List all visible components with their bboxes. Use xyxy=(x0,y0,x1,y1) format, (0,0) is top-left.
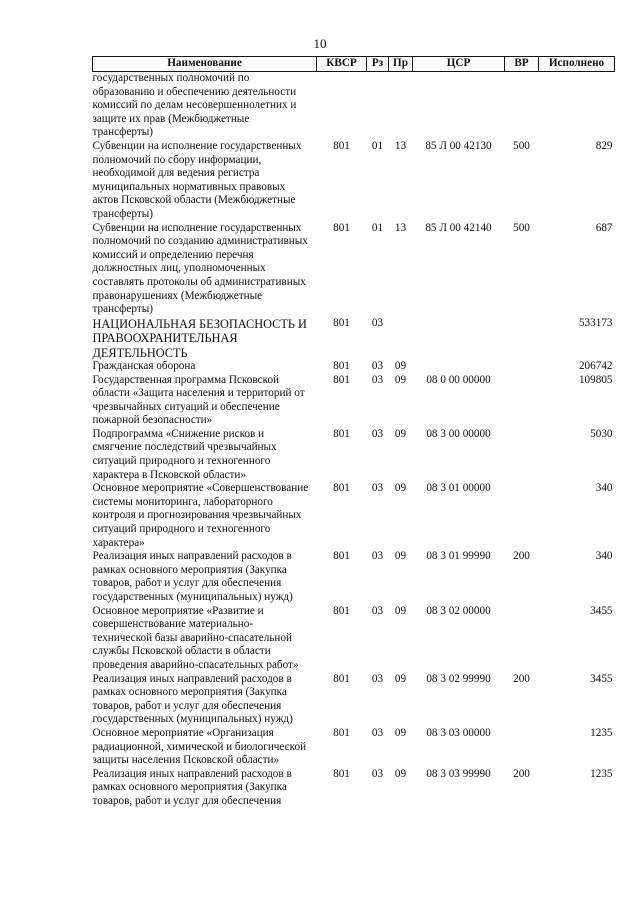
table-row xyxy=(93,140,615,222)
cell-rz: 01 xyxy=(371,139,384,152)
cell-csr: 08 3 02 99990 xyxy=(426,672,491,685)
cell-vr xyxy=(505,374,539,428)
cell-pr: 09 xyxy=(394,373,407,386)
cell-csr: 85 Л 00 42130 xyxy=(425,139,492,152)
cell-rz: 03 xyxy=(371,604,384,617)
cell-kvsr: 801 xyxy=(333,316,350,329)
cell-pr xyxy=(389,72,413,140)
cell-vr xyxy=(505,72,539,140)
cell-kvsr: 801 xyxy=(333,427,350,440)
cell-csr: 08 3 03 99990 xyxy=(426,767,491,780)
cell-csr xyxy=(413,317,505,360)
cell-rz: 03 xyxy=(371,767,384,780)
cell-name: Основное мероприятие «Развитие и совершенствование материально-технической базы аварийно-спасательной службы Псковской области в области проведения аварийно-спасательных работ» xyxy=(92,604,299,671)
cell-pr: 09 xyxy=(394,359,407,372)
header-vr: ВР xyxy=(505,57,539,72)
table-row xyxy=(93,482,615,550)
cell-pr: 09 xyxy=(394,604,407,617)
cell-executed: 109805 xyxy=(578,373,613,386)
cell-rz: 01 xyxy=(371,221,384,234)
budget-table xyxy=(92,56,615,809)
cell-vr: 500 xyxy=(513,139,530,152)
cell-pr: 09 xyxy=(394,427,407,440)
cell-name: Гражданская оборона xyxy=(92,359,196,372)
cell-executed: 829 xyxy=(595,139,613,152)
cell-pr: 09 xyxy=(394,550,407,563)
table-row xyxy=(93,360,615,374)
cell-kvsr: 801 xyxy=(333,672,350,685)
cell-vr xyxy=(505,605,539,673)
cell-name: Государственная программа Псковской области «Защита населения и территорий от чрезвычайных ситуаций и обеспечение пожарной безопасности» xyxy=(92,373,305,427)
cell-executed: 687 xyxy=(595,221,613,234)
cell-name: Реализация иных направлений расходов в рамках основного мероприятия (Закупка товаров, работ и услуг для обеспечения xyxy=(92,767,292,807)
cell-vr xyxy=(505,317,539,360)
cell-name: Субвенции на исполнение государственных полномочий по созданию административных комиссий и определению перечня должностных лиц, уполномоченных составлять протоколы об административных правонарушениях (Межбюджетные трансферты) xyxy=(92,221,308,316)
cell-vr xyxy=(505,360,539,374)
table-row xyxy=(93,317,615,360)
cell-vr xyxy=(505,428,539,482)
header-rz: Рз xyxy=(367,57,389,72)
table-row xyxy=(93,550,615,604)
cell-vr: 200 xyxy=(513,550,530,563)
cell-vr xyxy=(505,482,539,550)
cell-name: НАЦИОНАЛЬНАЯ БЕЗОПАСНОСТЬ И ПРАВООХРАНИТЕЛЬНАЯ ДЕЯТЕЛЬНОСТЬ xyxy=(92,316,307,360)
cell-executed: 3455 xyxy=(590,604,613,617)
cell-rz: 03 xyxy=(371,316,384,329)
cell-name: Субвенции на исполнение государственных полномочий по сбору информации, необходимой для ведения регистра муниципальных нормативных правовых актов Псковской области (Межбюджетные трансферты) xyxy=(92,139,302,220)
cell-rz: 03 xyxy=(371,373,384,386)
cell-csr: 08 3 02 00000 xyxy=(426,604,491,617)
cell-executed: 1235 xyxy=(590,726,613,739)
cell-pr: 13 xyxy=(394,139,407,152)
cell-name: Основное мероприятие «Совершенствование системы мониторинга, лабораторного контроля и прогнозирования чрезвычайных ситуаций природного и техногенного характера» xyxy=(92,482,309,549)
cell-vr: 500 xyxy=(513,221,530,234)
cell-name: Подпрограмма «Снижение рисков и смягчение последствий чрезвычайных ситуаций природного и техногенного характера в Псковской области» xyxy=(92,427,277,481)
cell-executed: 1235 xyxy=(590,767,613,780)
cell-executed: 533173 xyxy=(578,316,613,329)
cell-pr: 09 xyxy=(394,726,407,739)
page-number: 10 xyxy=(313,36,327,51)
cell-kvsr xyxy=(317,72,367,140)
cell-kvsr: 801 xyxy=(333,373,350,386)
cell-kvsr: 801 xyxy=(333,604,350,617)
cell-kvsr: 801 xyxy=(333,550,350,563)
cell-pr: 09 xyxy=(394,672,407,685)
cell-csr xyxy=(413,360,505,374)
table-row xyxy=(93,768,615,809)
cell-vr xyxy=(505,727,539,768)
cell-pr xyxy=(389,317,413,360)
cell-executed: 206742 xyxy=(578,359,613,372)
cell-csr: 85 Л 00 42140 xyxy=(425,221,492,234)
header-pr: Пр xyxy=(389,57,413,72)
cell-csr xyxy=(413,72,505,140)
cell-pr: 09 xyxy=(394,482,407,495)
cell-name: государственных полномочий по образованию и обеспечению деятельности комиссий по делам несовершеннолетних и защите их прав (Межбюджетные трансферты) xyxy=(92,72,297,139)
cell-executed xyxy=(539,72,615,140)
cell-kvsr: 801 xyxy=(333,726,350,739)
cell-csr: 08 3 03 00000 xyxy=(426,726,491,739)
cell-vr: 200 xyxy=(513,672,530,685)
cell-rz xyxy=(367,72,389,140)
cell-kvsr: 801 xyxy=(333,139,350,152)
cell-kvsr: 801 xyxy=(333,482,350,495)
cell-kvsr: 801 xyxy=(333,767,350,780)
cell-executed: 5030 xyxy=(590,427,613,440)
table-row xyxy=(93,374,615,428)
cell-rz: 03 xyxy=(371,672,384,685)
cell-rz: 03 xyxy=(371,427,384,440)
cell-rz: 03 xyxy=(371,726,384,739)
header-executed: Исполнено xyxy=(539,57,615,72)
cell-rz: 03 xyxy=(371,359,384,372)
cell-name: Реализация иных направлений расходов в рамках основного мероприятия (Закупка товаров, работ и услуг для обеспечения государственных (муниципальных) нужд) xyxy=(92,672,293,726)
cell-csr: 08 3 01 00000 xyxy=(426,482,491,495)
table-header-row xyxy=(93,57,615,72)
header-csr: ЦСР xyxy=(413,57,505,72)
table-row xyxy=(93,727,615,768)
cell-executed: 3455 xyxy=(590,672,613,685)
table-row xyxy=(93,222,615,317)
cell-vr: 200 xyxy=(513,767,530,780)
cell-pr: 09 xyxy=(394,767,407,780)
cell-pr: 13 xyxy=(394,221,407,234)
table-row xyxy=(93,673,615,727)
cell-csr: 08 3 00 00000 xyxy=(426,427,491,440)
table-row xyxy=(93,72,615,140)
header-name: Наименование xyxy=(93,57,317,72)
cell-executed: 340 xyxy=(595,482,613,495)
cell-csr: 08 3 01 99990 xyxy=(426,550,491,563)
cell-kvsr: 801 xyxy=(333,221,350,234)
cell-name: Основное мероприятие «Организация радиационной, химической и биологической защиты населения Псковской области» xyxy=(92,726,307,767)
cell-rz: 03 xyxy=(371,550,384,563)
cell-executed: 340 xyxy=(595,550,613,563)
cell-rz: 03 xyxy=(371,482,384,495)
header-kvsr: КВСР xyxy=(317,57,367,72)
table-row xyxy=(93,428,615,482)
cell-kvsr: 801 xyxy=(333,359,350,372)
table-body xyxy=(93,72,615,809)
cell-name: Реализация иных направлений расходов в рамках основного мероприятия (Закупка товаров, работ и услуг для обеспечения государственных (муниципальных) нужд) xyxy=(92,550,293,603)
table-row xyxy=(93,605,615,673)
cell-csr: 08 0 00 00000 xyxy=(426,373,491,386)
